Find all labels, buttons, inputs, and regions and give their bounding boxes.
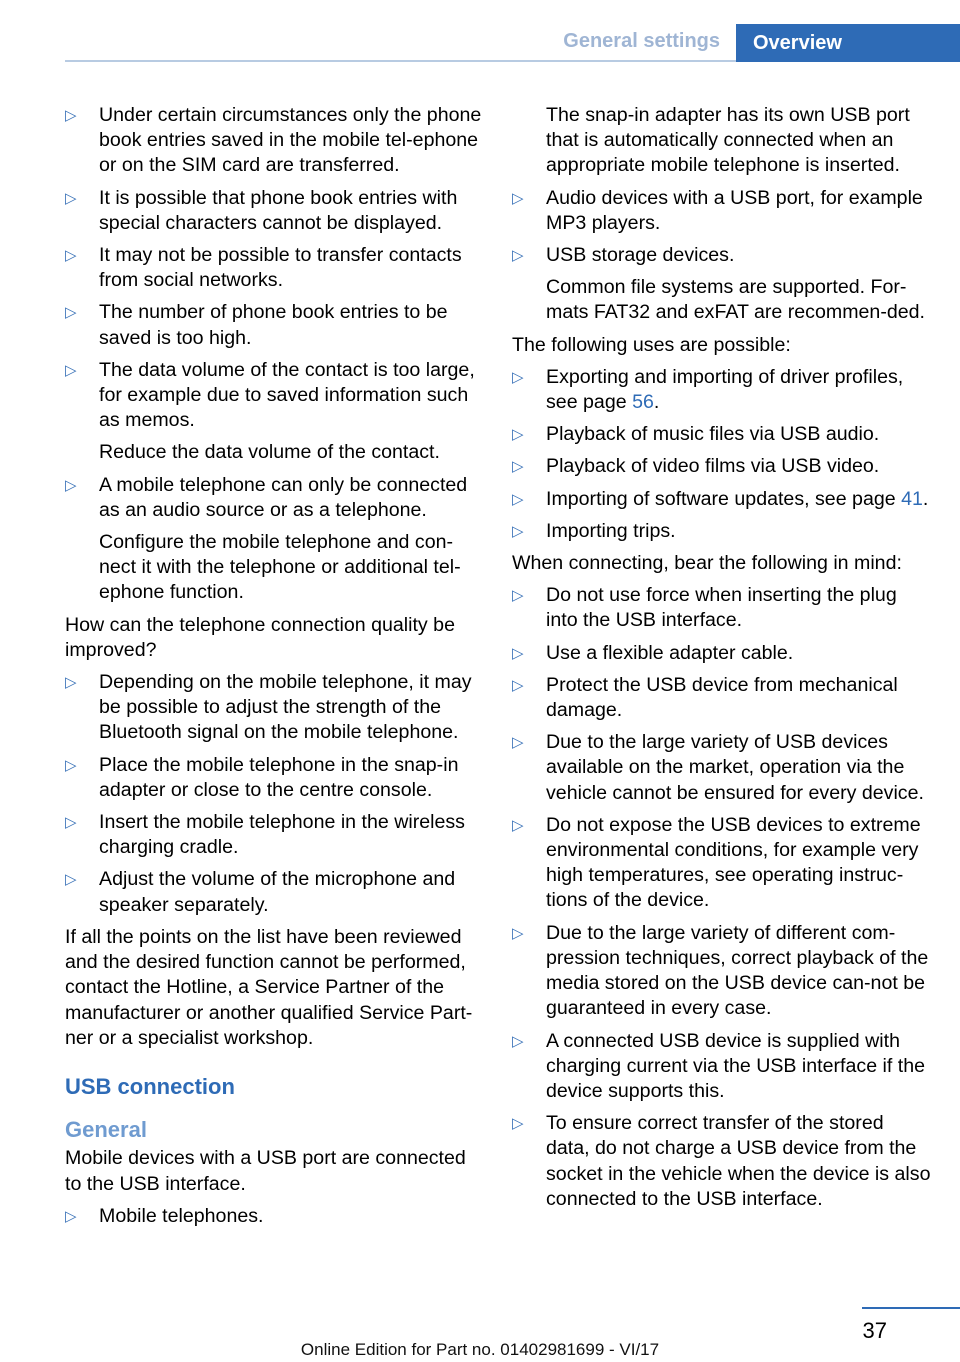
- list-item: ▷ Protect the USB device from mechanical damage.: [512, 673, 898, 722]
- list-item: ▷ It is possible that phone book entries with special characters cannot be displayed.: [65, 186, 458, 234]
- list-item: ▷ A mobile telephone can only be connected as an audio source or as a telephone.: [65, 473, 468, 521]
- triangle-bullet-icon: ▷: [65, 247, 77, 265]
- triangle-bullet-icon: ▷: [65, 814, 77, 832]
- header-tab: Overview: [736, 24, 960, 62]
- list-item: ▷ Do not use force when inserting the plug into the USB interface.: [512, 584, 897, 632]
- list-item: ▷ Audio devices with a USB port, for example MP3 players.: [512, 186, 923, 234]
- edition-note: Online Edition for Part no. 01402981699 - VI/17: [300, 1340, 660, 1359]
- left-column: [65, 103, 485, 1236]
- intro-paragraph: Mobile devices with a USB port are connected to the USB interface.: [65, 1147, 466, 1195]
- triangle-bullet-icon: ▷: [65, 361, 77, 379]
- list-item: ▷ To ensure correct transfer of the stored data, do not charge a USB device from the socket in the vehicle when the device is also connected to the USB interface.: [512, 1112, 931, 1210]
- page-link-56[interactable]: 56: [632, 391, 654, 414]
- footer-rule: [862, 1307, 960, 1309]
- subsection-heading: General: [65, 1117, 147, 1143]
- list-item: ▷ USB storage devices.: [512, 243, 932, 268]
- triangle-bullet-icon: ▷: [512, 644, 524, 662]
- header-section-title: General settings: [563, 30, 720, 52]
- list-item: ▷ Due to the large variety of different com‐pression techniques, correct playback of the media stored on the USB device can‐not be guaranteed in every case.: [512, 921, 929, 1020]
- list-item: ▷ The number of phone book entries to be saved is too high.: [65, 301, 448, 349]
- list-item: ▷ Adjust the volume of the microphone and speaker separately.: [65, 868, 456, 916]
- page-header: [0, 24, 960, 62]
- list-item-note: Common file systems are supported. For‐mats FAT32 and exFAT are recommen‐ded.: [546, 276, 925, 324]
- triangle-bullet-icon: ▷: [65, 756, 77, 774]
- triangle-bullet-icon: ▷: [512, 1032, 524, 1050]
- uses-intro: The following uses are possible:: [512, 333, 791, 356]
- question-paragraph: How can the telephone connection quality be improved?: [65, 613, 455, 661]
- triangle-bullet-icon: ▷: [512, 816, 524, 834]
- list-item: ▷ Depending on the mobile telephone, it may be possible to adjust the strength of the Bluetooth signal on the mobile telephone.: [65, 671, 472, 744]
- triangle-bullet-icon: ▷: [512, 247, 524, 265]
- triangle-bullet-icon: ▷: [512, 676, 524, 694]
- page-number: 37: [862, 1318, 887, 1343]
- list-item: ▷ A connected USB device is supplied with charging current via the USB interface if the device supports this.: [512, 1029, 926, 1102]
- section-heading: USB connection: [65, 1073, 235, 1099]
- triangle-bullet-icon: ▷: [65, 107, 77, 124]
- list-item: ▷ Playback of video films via USB video.: [512, 454, 932, 479]
- connect-intro: When connecting, bear the following in mind:: [512, 552, 902, 575]
- list-item: ▷ Under certain circumstances only the phone book entries saved in the mobile tel‐ephone or on the SIM card are transferred.: [65, 104, 482, 177]
- triangle-bullet-icon: ▷: [65, 1207, 77, 1225]
- list-item: ▷ Use a flexible adapter cable.: [512, 641, 932, 666]
- list-item: ▷ Mobile telephones.: [65, 1204, 485, 1229]
- triangle-bullet-icon: ▷: [65, 871, 77, 889]
- list-item-note: Configure the mobile telephone and con‐nect it with the telephone or additional tel‐ephone function.: [99, 531, 461, 604]
- triangle-bullet-icon: ▷: [512, 1115, 524, 1133]
- list-item: ▷ Insert the mobile telephone in the wireless charging cradle.: [65, 811, 465, 859]
- list-item-note: The snap-in adapter has its own USB port that is automatically connected when an appropriate mobile telephone is inserted.: [546, 104, 910, 177]
- triangle-bullet-icon: ▷: [512, 368, 524, 386]
- body-paragraph: If all the points on the list have been reviewed and the desired function cannot be performed, contact the Hotline, a Service Partner of the manufacturer or another qualified Service Part‐ner or a specialist workshop.: [65, 925, 473, 1049]
- triangle-bullet-icon: ▷: [512, 490, 524, 508]
- list-item: ▷ Due to the large variety of USB devices available on the market, operation via the vehicle cannot be ensured for every device.: [512, 731, 924, 804]
- list-item: ▷ The data volume of the contact is too large, for example due to saved information such as memos.: [65, 358, 475, 432]
- triangle-bullet-icon: ▷: [512, 924, 524, 942]
- list-item: ▷ Do not expose the USB devices to extreme environmental conditions, for example very high temperatures, see operating instruc‐tions of the device.: [512, 813, 921, 912]
- triangle-bullet-icon: ▷: [65, 304, 77, 322]
- triangle-bullet-icon: ▷: [512, 587, 524, 605]
- page-link-41[interactable]: 41: [901, 487, 923, 510]
- list-item-note: Reduce the data volume of the contact.: [99, 441, 440, 464]
- list-item: ▷ Place the mobile telephone in the snap-in adapter or close to the centre console.: [65, 753, 459, 801]
- triangle-bullet-icon: ▷: [65, 476, 77, 494]
- list-item: ▷ Exporting and importing of driver profiles, see page 56.: [512, 365, 904, 414]
- right-column: [512, 103, 932, 1219]
- triangle-bullet-icon: ▷: [512, 458, 524, 476]
- triangle-bullet-icon: ▷: [512, 522, 524, 540]
- list-item: ▷ It may not be possible to transfer contacts from social networks.: [65, 244, 462, 292]
- triangle-bullet-icon: ▷: [512, 734, 524, 752]
- triangle-bullet-icon: ▷: [65, 189, 77, 207]
- triangle-bullet-icon: ▷: [512, 426, 524, 444]
- list-item: ▷ Importing of software updates, see page 41.: [512, 487, 932, 512]
- list-item: ▷ Importing trips.: [512, 519, 932, 544]
- triangle-bullet-icon: ▷: [512, 189, 524, 207]
- list-item: ▷ Playback of music files via USB audio.: [512, 422, 932, 447]
- triangle-bullet-icon: ▷: [65, 674, 77, 692]
